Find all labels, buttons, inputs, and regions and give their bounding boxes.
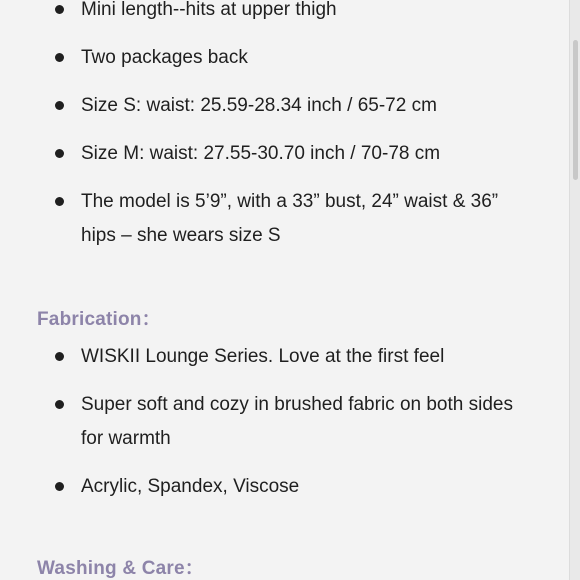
bullet-icon	[55, 5, 64, 14]
list-item	[0, 41, 570, 75]
bullet-icon	[55, 352, 64, 361]
list-item	[0, 137, 570, 171]
fabrication-heading: Fabrication：	[37, 309, 161, 330]
list-item-text: Mini length--hits at upper thigh	[81, 0, 337, 20]
scrollbar-thumb[interactable]	[573, 40, 578, 180]
list-item-text: WISKII Lounge Series. Love at the first feel	[81, 346, 445, 367]
list-item	[0, 388, 570, 456]
bullet-icon	[55, 149, 64, 158]
bullet-icon	[55, 482, 64, 491]
list-item	[0, 0, 570, 27]
list-item-text: Acrylic, Spandex, Viscose	[81, 476, 300, 497]
list-item-text: The model is 5’9”, with a 33” bust, 24” waist & 36” hips – she wears size S	[81, 191, 499, 246]
list-item-text: Two packages back	[81, 47, 248, 68]
bullet-icon	[55, 197, 64, 206]
bullet-icon	[55, 53, 64, 62]
specs-list	[0, 0, 570, 253]
list-item-text: Super soft and cozy in brushed fabric on both sides for warmth	[81, 394, 513, 449]
list-item	[0, 470, 570, 504]
list-item-text: Size M: waist: 27.55-30.70 inch / 70-78 cm	[81, 143, 441, 164]
scrollbar[interactable]	[569, 0, 580, 580]
bullet-icon	[55, 400, 64, 409]
washing-care-heading: Washing & Care：	[37, 558, 204, 579]
fabrication-list	[0, 340, 570, 504]
list-item	[0, 185, 570, 253]
list-item-text: Size S: waist: 25.59-28.34 inch / 65-72 cm	[81, 95, 437, 116]
list-item	[0, 89, 570, 123]
list-item	[0, 340, 570, 374]
bullet-icon	[55, 101, 64, 110]
